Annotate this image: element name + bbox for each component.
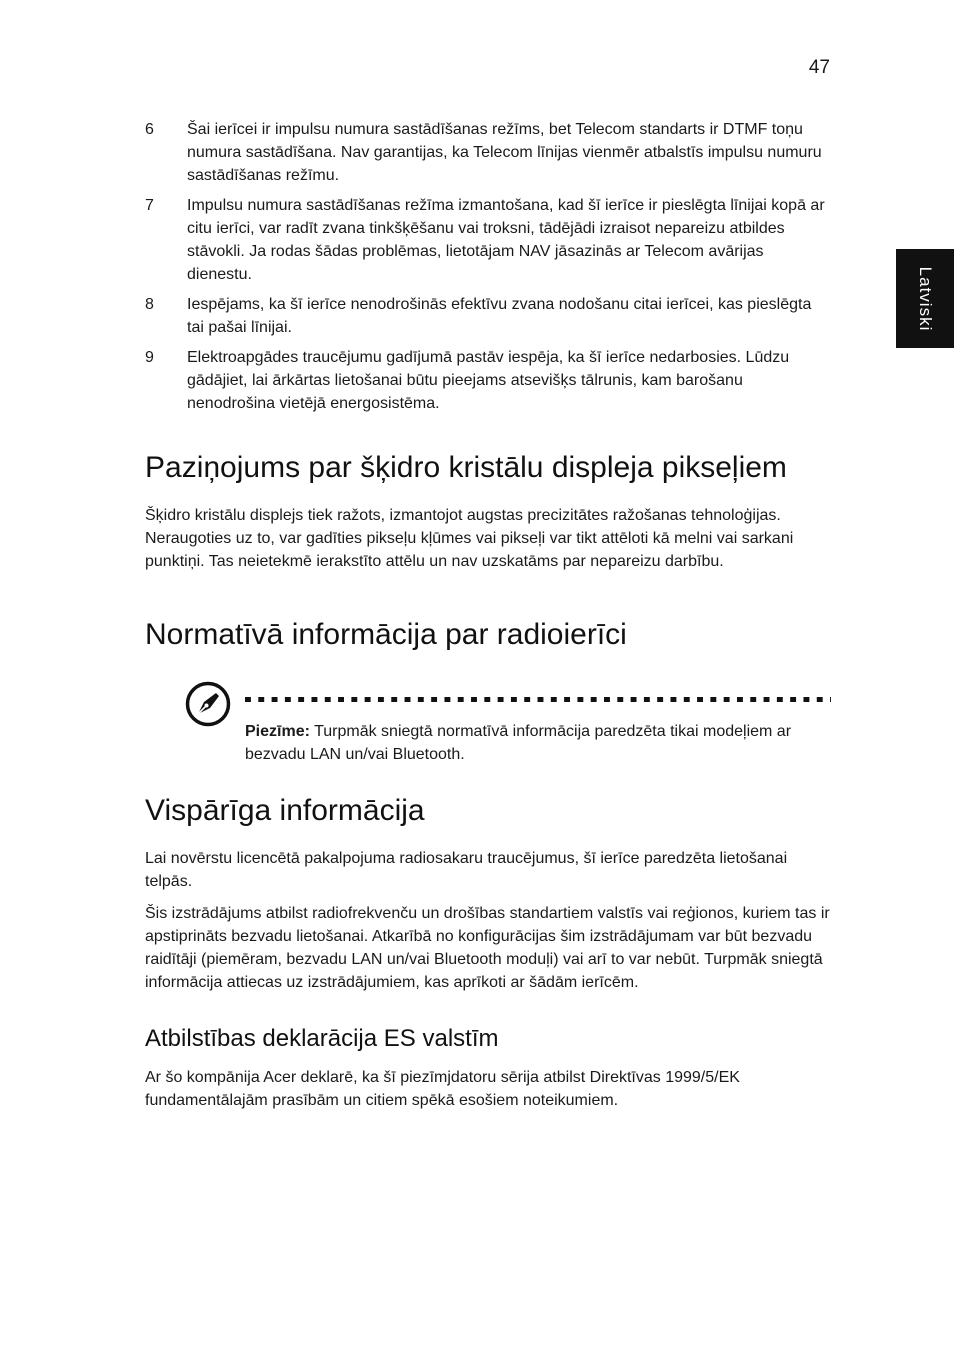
general-section-para-1: Lai novērstu licencētā pakalpojuma radiosakaru traucējumus, šī ierīce paredzēta lietošanai telpās. [145,850,788,890]
list-item [145,118,831,187]
lcd-section-body: Šķidro kristālu displejs tiek ražots, izmantojot augstas precizitātes ražošanas tehnoloģijas. Neraugoties uz to, var gadīties pikseļu kļūmes vai pikseļi var tikt attēloti kā melni vai sarkani punktiņi. Tas neietekmē ierakstīto attēlu un nav uzskatāms par nepareizu darbību. [145,507,794,570]
eu-section-title: Atbilstības deklarācija ES valstīm [145,1025,499,1052]
list-item [145,346,831,415]
note-pen-icon [185,681,231,727]
general-section-title: Vispārīga informācija [145,794,425,827]
note-box [145,681,831,773]
general-section-para-2: Šis izstrādājums atbilst radiofrekvenču un drošības standartiem valstīs vai reģionos, kuriem tas ir apstiprināts bezvadu lietošanai. Atkarībā no konfigurācijas šim izstrādājumam var būt bezvadu raidītāji (piemēram, bezvadu LAN un/vai Bluetooth moduļi) vai arī to var nebūt. Turpmāk sniegtā informācija attiecas uz izstrādājumiem, kas aprīkoti ar šādām ierīcēm. [145,905,830,991]
numbered-list [145,118,831,415]
lcd-section-title: Paziņojums par šķidro kristālu displeja pikseļiem [145,451,787,484]
language-tab-label: Latviski [916,266,935,331]
language-tab [896,249,954,348]
list-item-text: Impulsu numura sastādīšanas režīma izmantošana, kad šī ierīce ir pieslēgta līnijai kopā ar citu ierīci, var radīt zvana tinkšķēšanu vai troksni, tādējādi izraisot nepareizu atbildes stāvokli. Ja rodas šādas problēmas, lietotājam NAV jāsazinās ar Telecom avārijas dienestu. [187,197,825,283]
note-dotted-divider [245,697,831,703]
list-item-text: Šai ierīcei ir impulsu numura sastādīšanas režīms, bet Telecom standarts ir DTMF toņu numura sastādīšana. Nav garantijas, ka Telecom līnijas vienmēr atbalstīs impulsu numuru sastādīšanas režīmu. [187,121,822,184]
list-item-number: 7 [145,197,154,214]
list-item-text: Elektroapgādes traucējumu gadījumā pastāv iespēja, ka šī ierīce nedarbosies. Lūdzu gādājiet, lai ārkārtas lietošanai būtu pieejams atsevišķs tālrunis, kam barošanu nenodrošina vietējā energosistēma. [187,349,790,412]
list-item [145,194,831,286]
page-number: 47 [808,57,830,78]
eu-section-body: Ar šo kompānija Acer deklarē, ka šī piezīmjdatoru sērija atbilst Direktīvas 1999/5/EK fundamentālajām prasībām un citiem spēkā esošiem noteikumiem. [145,1069,740,1109]
list-item-number: 6 [145,121,154,138]
list-item-number: 9 [145,349,154,366]
list-item [145,293,831,339]
note-text [245,720,831,766]
list-item-text: Iespējams, ka šī ierīce nenodrošinās efektīvu zvana nodošanu citai ierīcei, kas pieslēgta tai pašai līnijai. [187,296,812,336]
page-content [145,118,831,1112]
note-label: Piezīme: [245,723,310,740]
list-item-number: 8 [145,296,154,313]
note-body: Turpmāk sniegtā normatīvā informācija paredzēta tikai modeļiem ar bezvadu LAN un/vai Bluetooth. [245,723,792,763]
radio-section-title: Normatīvā informācija par radioierīci [145,618,627,651]
